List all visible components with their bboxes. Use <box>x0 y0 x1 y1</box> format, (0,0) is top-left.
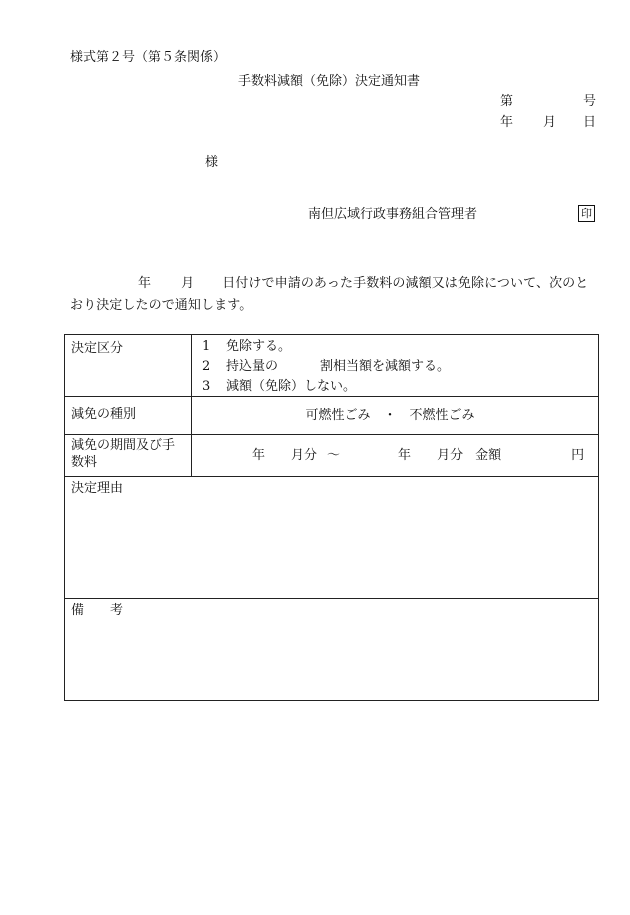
decision-option-3: 3 減額（免除）しない。 <box>202 379 357 394</box>
decision-table <box>64 334 599 701</box>
reason-label: 決定理由 <box>71 481 124 496</box>
date-day-label: 日 <box>583 115 597 130</box>
body-year-label: 年 <box>138 276 152 291</box>
period-end-year: 年 <box>398 448 412 463</box>
body-text: 日付けで申請のあった手数料の減額又は免除について、次のとおり決定したので通知します。 <box>70 276 589 313</box>
notes-row <box>65 599 598 700</box>
period-start-year: 年 <box>252 448 266 463</box>
recipient-honorific: 様 <box>205 155 219 170</box>
document-title: 手数料減額（免除）決定通知書 <box>238 74 421 89</box>
decision-label: 決定区分 <box>65 335 192 396</box>
period-end-month: 月分 <box>437 448 464 463</box>
exemption-type-value: 可燃性ごみ ・ 不燃性ごみ <box>305 408 475 423</box>
amount-label: 金額 <box>475 448 502 463</box>
period-tilde: ～ <box>327 448 341 463</box>
date-year-label: 年 <box>500 115 514 130</box>
decision-options <box>192 335 598 396</box>
exemption-type-label: 減免の種別 <box>65 397 192 434</box>
decision-option-1: 1 免除する。 <box>202 339 292 354</box>
issuer-name: 南但広域行政事務組合管理者 <box>308 207 478 222</box>
doc-number-suffix: 号 <box>583 94 597 109</box>
period-value <box>192 435 598 476</box>
period-row <box>65 435 598 477</box>
decision-row <box>65 335 598 397</box>
date-month-label: 月 <box>543 115 557 130</box>
period-start-month: 月分 <box>291 448 318 463</box>
period-label: 減免の期間及び手数料 <box>65 435 192 476</box>
reason-row <box>65 477 598 599</box>
notes-label: 備 考 <box>71 603 124 618</box>
body-month-label: 月 <box>181 276 195 291</box>
form-number: 様式第２号（第５条関係） <box>70 50 227 65</box>
exemption-type-row <box>65 397 598 435</box>
currency-label: 円 <box>571 448 585 463</box>
seal-stamp: 印 <box>578 205 595 222</box>
notice-body <box>70 273 600 317</box>
doc-number-prefix: 第 <box>500 94 514 109</box>
decision-option-2: 2 持込量の 割相当額を減額する。 <box>202 359 451 374</box>
